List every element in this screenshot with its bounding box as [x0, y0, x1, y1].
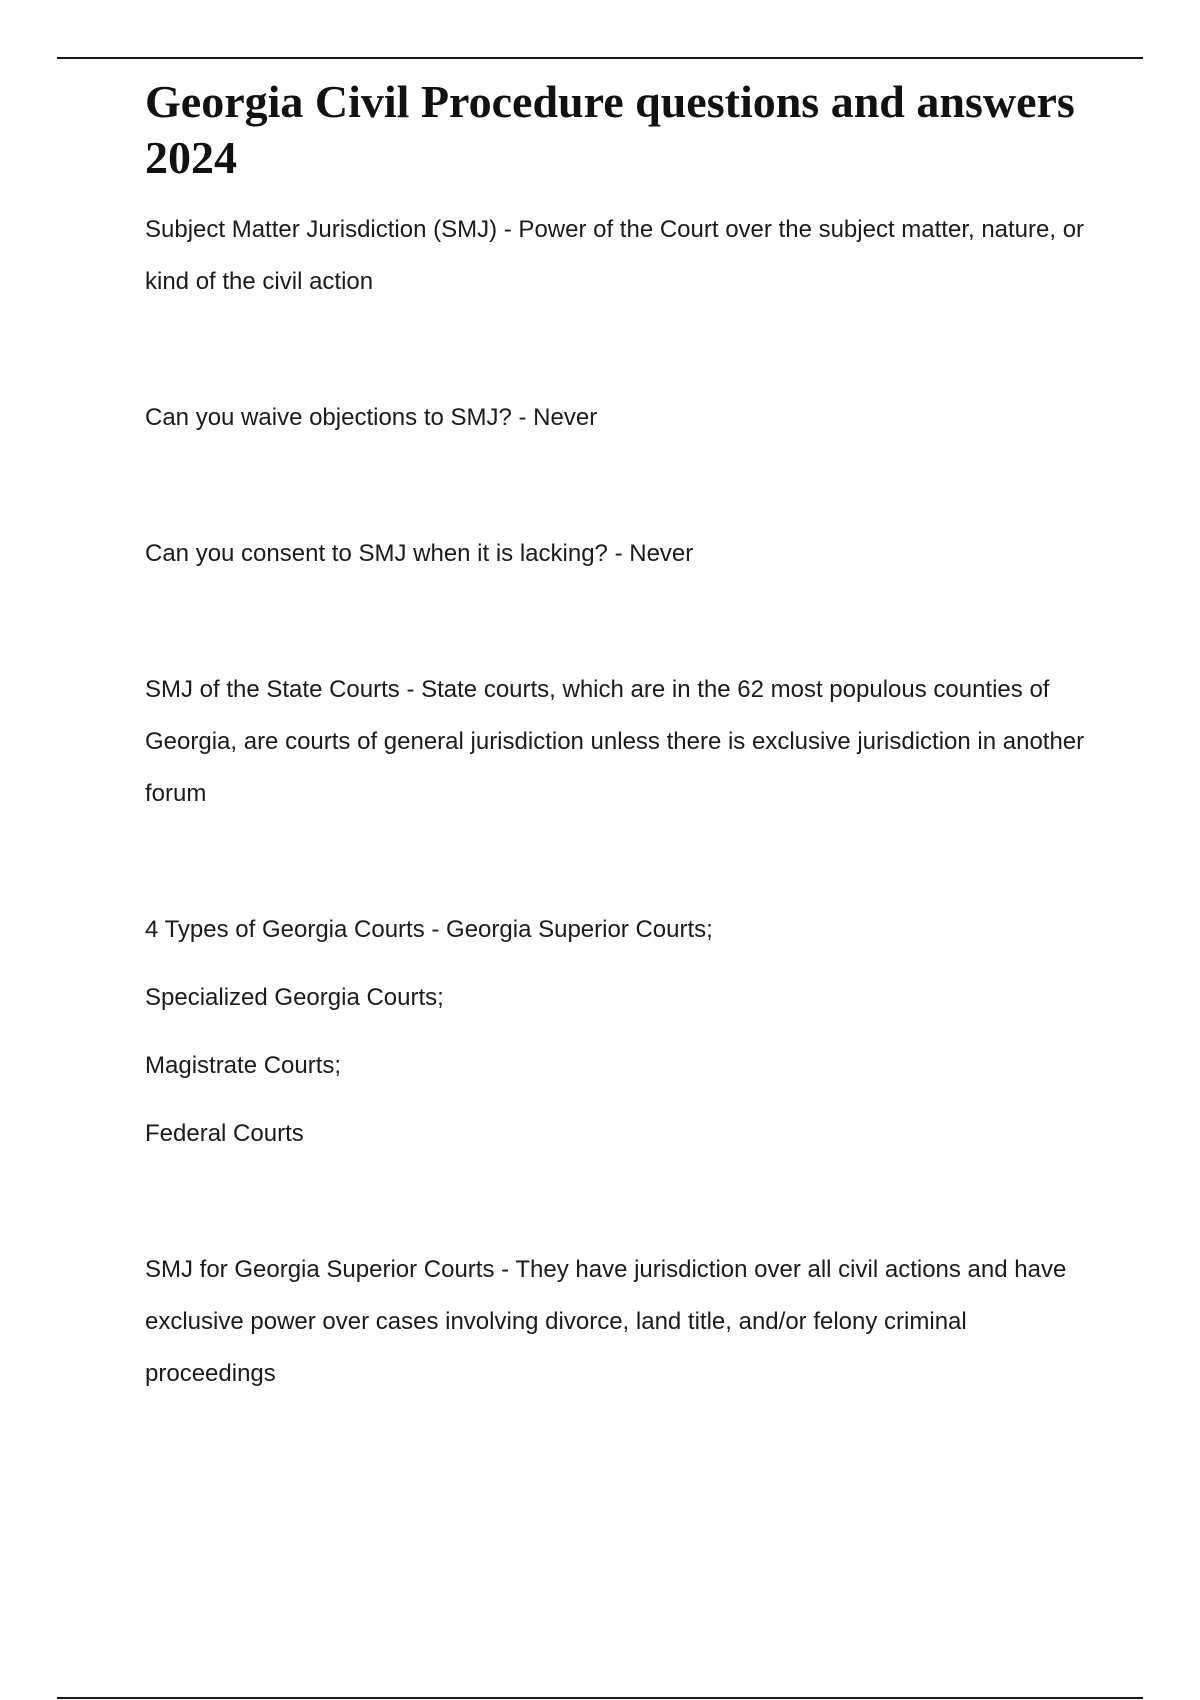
qa-court-types: [145, 904, 1095, 1160]
qa-state-courts: SMJ of the State Courts - State courts, which are in the 62 most populous counties of Georgia, are courts of general jurisdiction unless there is exclusive jurisdiction in another forum: [145, 676, 1085, 807]
court-type-line: Federal Courts: [145, 1120, 304, 1147]
bottom-divider: [57, 1697, 1143, 1699]
court-type-line: Specialized Georgia Courts;: [145, 984, 444, 1011]
top-divider: [57, 57, 1143, 59]
document-body: [145, 74, 1095, 1400]
court-type-line: Magistrate Courts;: [145, 1052, 342, 1079]
court-type-line: 4 Types of Georgia Courts - Georgia Superior Courts;: [145, 916, 713, 943]
qa-consent-smj: Can you consent to SMJ when it is lacking? - Never: [145, 540, 694, 567]
qa-superior-courts: SMJ for Georgia Superior Courts - They have jurisdiction over all civil actions and have exclusive power over cases involving divorce, land title, and/or felony criminal proceedings: [145, 1256, 1067, 1387]
qa-waive-objections: Can you waive objections to SMJ? - Never: [145, 404, 598, 431]
qa-smj-definition: Subject Matter Jurisdiction (SMJ) - Power of the Court over the subject matter, nature, or kind of the civil action: [145, 216, 1085, 295]
document-title: Georgia Civil Procedure questions and answers 2024: [145, 76, 1075, 183]
